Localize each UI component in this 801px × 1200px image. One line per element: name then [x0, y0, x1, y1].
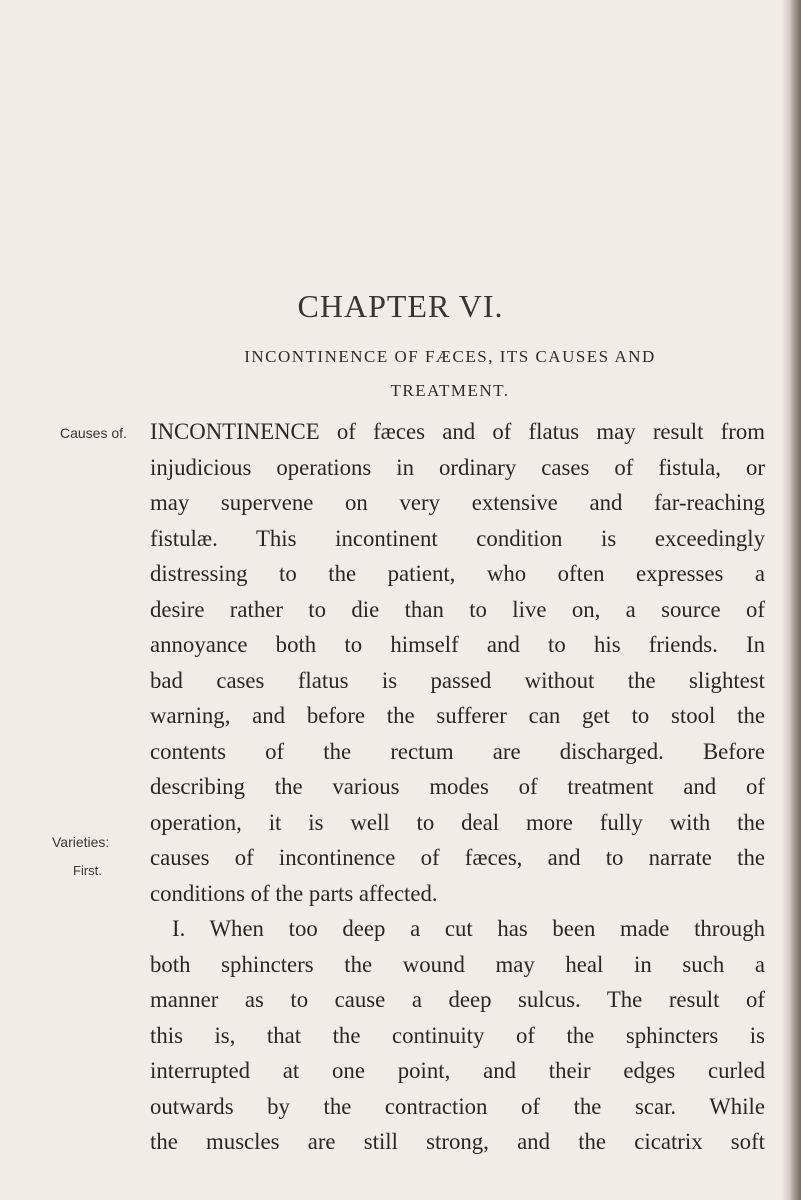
body-line: distressing to the patient, who often expresses a: [150, 561, 765, 586]
body-line: INCONTINENCE of fæces and of flatus may result from: [150, 419, 765, 444]
body-line: the muscles are still strong, and the cicatrix soft: [150, 1129, 765, 1154]
page-edge: [789, 0, 801, 1200]
body-line: may supervene on very extensive and far-reaching: [150, 490, 765, 515]
body-line: operation, it is well to deal more fully with the: [150, 809, 765, 835]
body-line: warning, and before the sufferer can get to stool the: [150, 703, 765, 728]
body-line: contents of the rectum are discharged. Before: [150, 738, 765, 764]
chapter-title: CHAPTER VI.: [297, 288, 504, 324]
body-line: conditions of the parts affected.: [150, 880, 438, 906]
margin-note-varieties: Varieties:: [52, 834, 110, 850]
margin-note-causes: Causes of.: [60, 425, 127, 441]
chapter-subtitle-line-2: TREATMENT.: [390, 381, 510, 400]
body-line: both sphincters the wound may heal in such a: [150, 951, 765, 977]
body-text: [150, 414, 765, 1160]
body-line: annoyance both to himself and to his friends. In: [150, 632, 765, 657]
body-line: fistulæ. This incontinent condition is exceedingly: [150, 525, 765, 551]
chapter-subtitle-line-1: INCONTINENCE OF FÆCES, ITS CAUSES AND: [244, 347, 656, 366]
body-line: manner as to cause a deep sulcus. The result of: [150, 987, 765, 1012]
page-shadow: [781, 0, 789, 1200]
body-line: describing the various modes of treatment and of: [150, 774, 765, 799]
body-line: this is, that the continuity of the sphincters is: [150, 1022, 765, 1048]
body-line: causes of incontinence of fæces, and to narrate the: [150, 845, 765, 870]
body-line: outwards by the contraction of the scar. While: [150, 1093, 765, 1119]
body-line: interrupted at one point, and their edges curled: [150, 1058, 765, 1083]
margin-note-first: First.: [73, 863, 102, 878]
body-line: desire rather to die than to live on, a source of: [150, 596, 765, 622]
body-line: I. When too deep a cut has been made through: [172, 916, 765, 941]
body-line: bad cases flatus is passed without the slightest: [150, 667, 765, 693]
body-line: injudicious operations in ordinary cases of fistula, or: [150, 454, 765, 480]
